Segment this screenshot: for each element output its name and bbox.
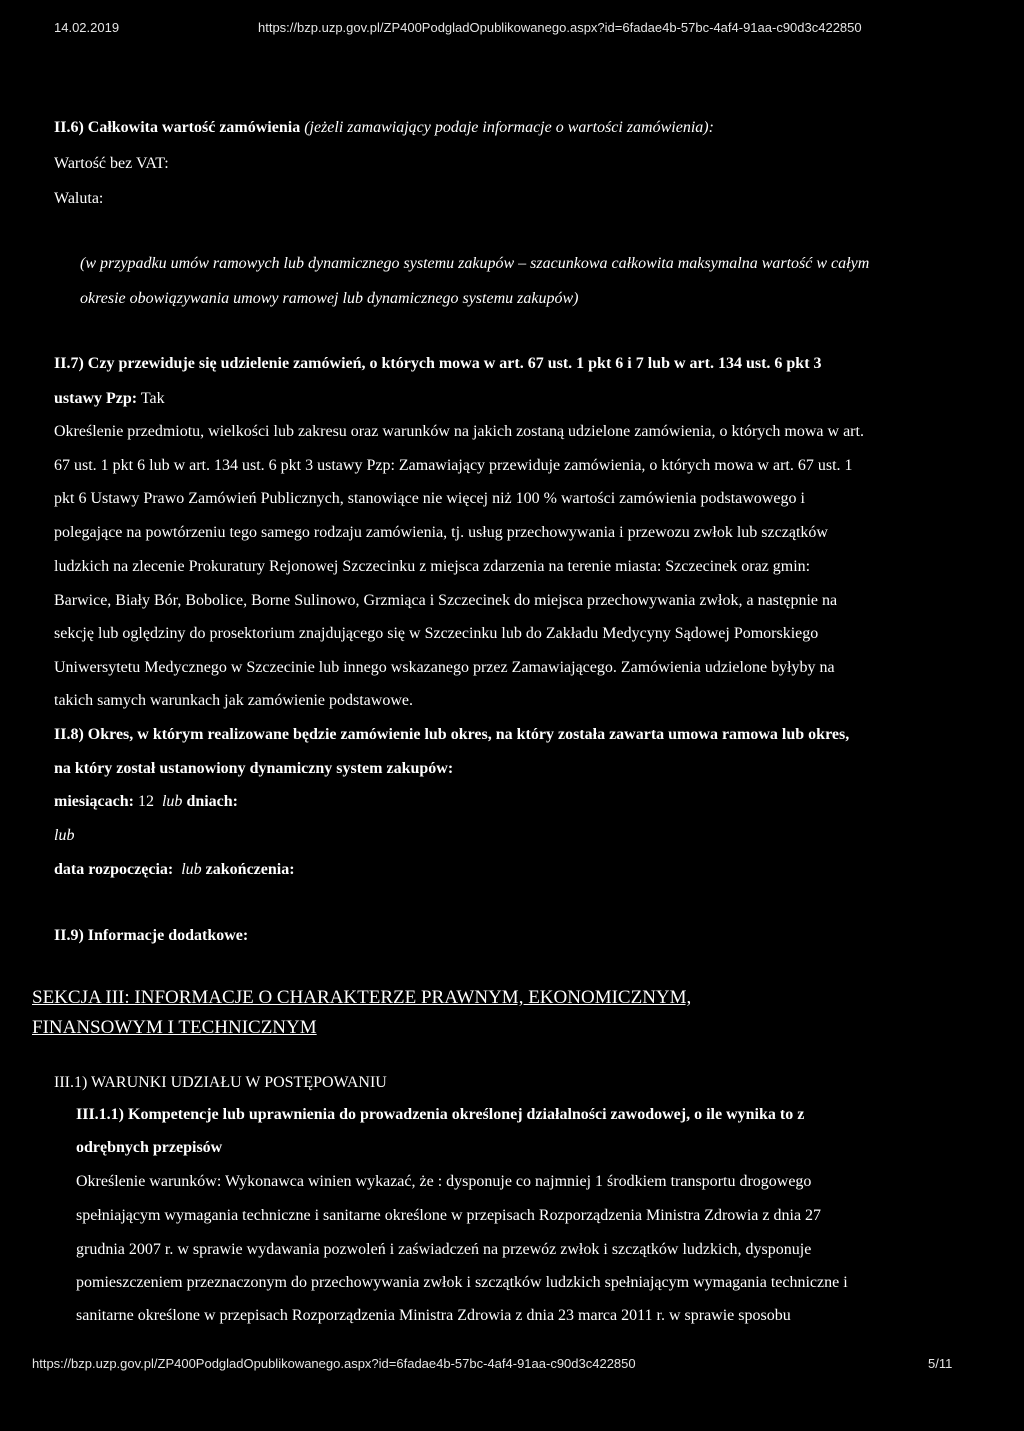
print-date: 14.02.2019 xyxy=(54,20,120,35)
ii7-body-line: Uniwersytetu Medycznego w Szczecinie lub innego wskazanego przez Zamawiającego. Zamówienia udzielone byłyby na xyxy=(54,659,835,676)
currency-label: Waluta: xyxy=(54,190,104,207)
iii11-body-line: sanitarne określone w przepisach Rozporządzenia Ministra Zdrowia z dnia 23 marca 2011 r. w sprawie sposobu xyxy=(76,1307,791,1324)
ii7-body-line: pkt 6 Ustawy Prawo Zamówień Publicznych, stanowiące nie więcej niż 100 % wartości zamówienia podstawowego i xyxy=(54,490,805,507)
ii7-body-line: 67 ust. 1 pkt 6 lub w art. 134 ust. 6 pkt 3 ustawy Pzp: Zamawiający przewiduje zamówienia, o których mowa w art. 67 ust. 1 xyxy=(54,457,853,474)
date-range-row: data rozpoczęcia: lub zakończenia: xyxy=(54,861,295,878)
or-separator: lub xyxy=(54,827,75,844)
section-iii11-title-line-1: III.1.1) Kompetencje lub uprawnienia do prowadzenia określonej działalności zawodowej, o ile wynika to z xyxy=(76,1106,805,1123)
ii7-body-line: takich samych warunkach jak zamówienie podstawowe. xyxy=(54,692,413,709)
page-number: 5/11 xyxy=(928,1356,953,1371)
section-ii7-title: II.7) Czy przewiduje się udzielenie zamówień, o których mowa w art. 67 ust. 1 pkt 6 i 7 lub w art. 134 ust. 6 pkt 3 xyxy=(54,355,822,372)
footer-url: https://bzp.uzp.gov.pl/ZP400PodgladOpublikowanego.aspx?id=6fadae4b-57bc-4af4-91aa-c90d3c422850 xyxy=(32,1356,636,1371)
ii7-body-line: ludzkich na zlecenie Prokuratury Rejonowej Szczecinku z miejsca zdarzenia na terenie miasta: Szczecinek oraz gmin: xyxy=(54,558,811,575)
section-ii7-answer: ustawy Pzp: Tak xyxy=(54,390,165,407)
section-ii9-title: II.9) Informacje dodatkowe: xyxy=(54,927,249,944)
print-url: https://bzp.uzp.gov.pl/ZP400PodgladOpublikowanego.aspx?id=6fadae4b-57bc-4af4-91aa-c90d3c422850 xyxy=(258,20,862,35)
framework-note-line-1: (w przypadku umów ramowych lub dynamicznego systemu zakupów – szacunkowa całkowita maksymalna wartość w całym xyxy=(80,255,870,272)
iii11-body-line: pomieszczeniem przeznaczonym do przechowywania zwłok i szczątków ludzkich spełniającym wymagania techniczne i xyxy=(76,1274,848,1291)
iii11-body-line: spełniającym wymagania techniczne i sanitarne określone w przepisach Rozporządzenia Ministra Zdrowia z dnia 27 xyxy=(76,1207,822,1224)
framework-note-line-2: okresie obowiązywania umowy ramowej lub dynamicznego systemu zakupów) xyxy=(80,290,579,307)
duration-months-row: miesiącach: 12 lub dniach: xyxy=(54,793,239,810)
section-iii11-title-line-2: odrębnych przepisów xyxy=(76,1139,223,1156)
print-footer xyxy=(0,1356,1024,1376)
section-ii6-title: II.6) Całkowita wartość zamówienia (jeżeli zamawiający podaje informacje o wartości zamówienia): xyxy=(54,119,714,136)
section-iii-heading-line-2: FINANSOWYM I TECHNICZNYM xyxy=(32,1017,317,1038)
iii11-body-line: Określenie warunków: Wykonawca winien wykazać, że : dysponuje co najmniej 1 środkiem transportu drogowego xyxy=(76,1173,812,1190)
print-header xyxy=(0,20,1024,40)
ii7-body-line: Barwice, Biały Bór, Bobolice, Borne Sulinowo, Grzmiąca i Szczecinek do miejsca przechowywania zwłok, a następnie na xyxy=(54,592,838,609)
ii7-body-line: polegające na powtórzeniu tego samego rodzaju zamówienia, tj. usług przechowywania i przewozu zwłok lub szczątków xyxy=(54,524,828,541)
value-without-vat-label: Wartość bez VAT: xyxy=(54,155,169,172)
ii7-body-line: Określenie przedmiotu, wielkości lub zakresu oraz warunków na jakich zostaną udzielone zamówienia, o których mowa w art. xyxy=(54,423,864,440)
section-ii8-title-line-1: II.8) Okres, w którym realizowane będzie zamówienie lub okres, na który została zawarta umowa ramowa lub okres, xyxy=(54,726,850,743)
section-ii8-title-line-2: na który został ustanowiony dynamiczny system zakupów: xyxy=(54,760,454,777)
section-iii1-subheading: III.1) WARUNKI UDZIAŁU W POSTĘPOWANIU xyxy=(54,1074,387,1091)
iii11-body-line: grudnia 2007 r. w sprawie wydawania pozwoleń i zaświadczeń na przewóz zwłok i szczątków ludzkich, dysponuje xyxy=(76,1241,812,1258)
ii7-body-line: sekcję lub oględziny do prosektorium znajdującego się w Szczecinku lub do Zakładu Medycyny Sądowej Pomorskiego xyxy=(54,625,819,642)
section-iii-heading-line-1: SEKCJA III: INFORMACJE O CHARAKTERZE PRAWNYM, EKONOMICZNYM, xyxy=(32,987,692,1008)
